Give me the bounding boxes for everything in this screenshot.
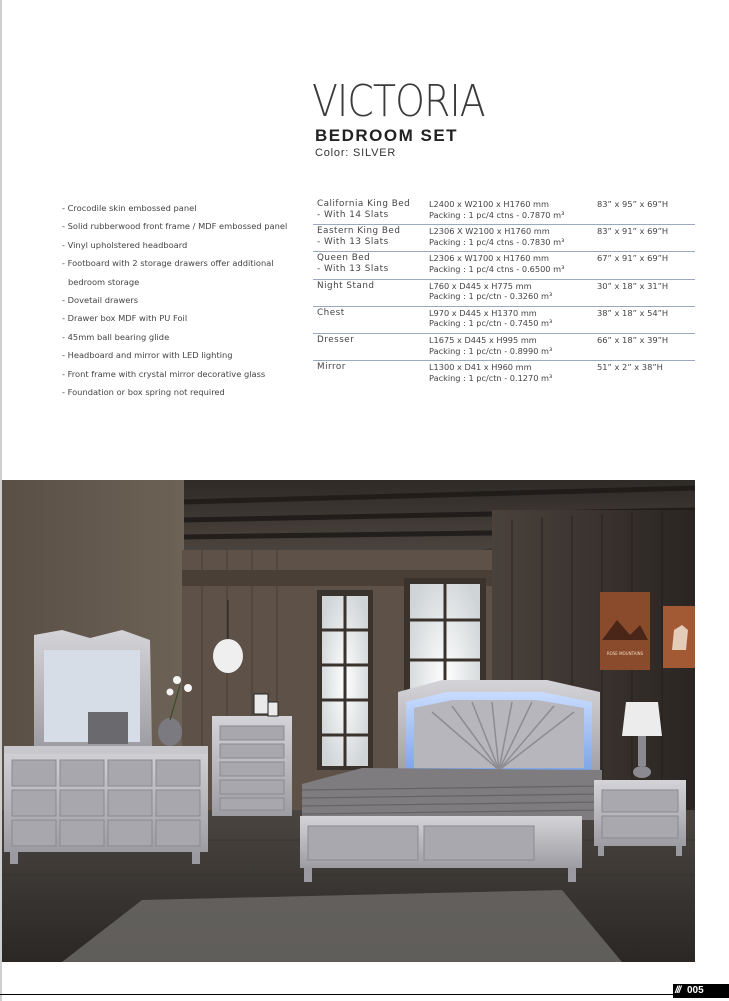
dresser-mirror: [34, 630, 152, 748]
spec-row: [313, 279, 695, 306]
spec-name: Chest: [317, 307, 345, 318]
feature-item: - Foundation or box spring not required: [62, 387, 225, 398]
area-rug: [62, 890, 622, 962]
feature-item: - Vinyl upholstered headboard: [62, 239, 188, 250]
feature-item: - Headboard and mirror with LED lighting: [62, 350, 233, 361]
feature-item: - Crocodile skin embossed panel: [62, 203, 197, 213]
spec-packing: Packing : 1 pc/ctn - 0.1270 m³: [429, 372, 553, 383]
page-number: 005: [687, 985, 704, 996]
spec-name-note: - With 13 Slats: [317, 263, 389, 274]
spec-dimensions: L1300 x D41 x H960 mm: [429, 362, 532, 373]
collection-subtitle: BEDROOM SET: [315, 126, 459, 145]
spec-row: [313, 361, 695, 388]
spec-packing: Packing : 1 pc/ctn - 0.3260 m³: [429, 291, 553, 302]
feature-item: - Drawer box MDF with PU Foil: [62, 313, 188, 324]
feature-item: - Dovetail drawers: [62, 295, 139, 306]
spec-inches: 38” x 18” x 54”H: [597, 307, 669, 318]
dresser: [4, 746, 208, 864]
spec-table: [313, 198, 695, 387]
spec-packing: Packing : 1 pc/4 ctns - 0.7830 m³: [429, 236, 565, 247]
spec-name-note: - With 14 Slats: [317, 209, 389, 220]
feature-item: bedroom storage: [68, 276, 140, 287]
spec-name: Night Stand: [317, 280, 375, 291]
spec-name: Mirror: [317, 362, 346, 373]
spec-packing: Packing : 1 pc/ctn - 0.8990 m³: [429, 345, 553, 356]
spec-name: California King Bed: [317, 199, 411, 209]
feature-item: - Front frame with crystal mirror decorative glass: [62, 368, 266, 379]
spec-dimensions: L760 x D445 x H775 mm: [429, 280, 532, 291]
spec-dimensions: L2400 x W2100 x H1760 mm: [429, 199, 549, 209]
bedroom-photo: [2, 480, 695, 962]
spec-row: [313, 198, 695, 225]
spec-name: Dresser: [317, 334, 355, 345]
feature-item: - Footboard with 2 storage drawers offer additional: [62, 258, 274, 269]
spec-inches: 51” x 2” x 38”H: [597, 362, 663, 373]
feature-item: - 45mm ball bearing glide: [62, 331, 170, 342]
spec-name: Eastern King Bed: [317, 226, 401, 237]
page-number-tab: [673, 984, 729, 998]
spec-name-note: - With 13 Slats: [317, 236, 389, 247]
spec-packing: Packing : 1 pc/4 ctns - 0.7870 m³: [429, 209, 565, 220]
feature-list: [62, 199, 302, 401]
spec-row: [313, 306, 695, 333]
spec-inches: 83” x 95” x 69”H: [597, 199, 669, 209]
color-line: Color: SILVER: [315, 147, 397, 159]
spec-name: Queen Bed: [317, 253, 371, 264]
spec-packing: Packing : 1 pc/ctn - 0.7450 m³: [429, 318, 553, 329]
spec-inches: 66” x 18” x 39”H: [597, 334, 669, 345]
collection-title: VICTORIA: [312, 76, 485, 127]
spec-dimensions: L1675 x D445 x H995 mm: [429, 334, 537, 345]
bedroom-scene: [2, 480, 695, 962]
spec-dimensions: L970 x D445 x H1370 mm: [429, 307, 537, 318]
feature-item: - Solid rubberwood front frame / MDF embossed panel: [62, 221, 288, 232]
spec-row: [313, 252, 695, 279]
poster-text: ROSE MOUNTAINS: [606, 651, 644, 656]
spec-dimensions: L2306 X W2100 x H1760 mm: [429, 226, 550, 237]
page-number-slash: ///: [675, 985, 681, 996]
spec-packing: Packing : 1 pc/4 ctns - 0.6500 m³: [429, 263, 565, 274]
spec-inches: 83” x 91” x 69”H: [597, 226, 669, 237]
night-stand: [594, 780, 686, 856]
spec-inches: 67” x 91” x 69”H: [597, 253, 669, 264]
spec-dimensions: L2306 x W1700 x H1760 mm: [429, 253, 549, 264]
spec-row: [313, 333, 695, 360]
spec-row: [313, 225, 695, 252]
footer-rule: [0, 994, 729, 995]
spec-inches: 30” x 18” x 31”H: [597, 280, 669, 291]
pendant-lamp: [213, 639, 243, 673]
